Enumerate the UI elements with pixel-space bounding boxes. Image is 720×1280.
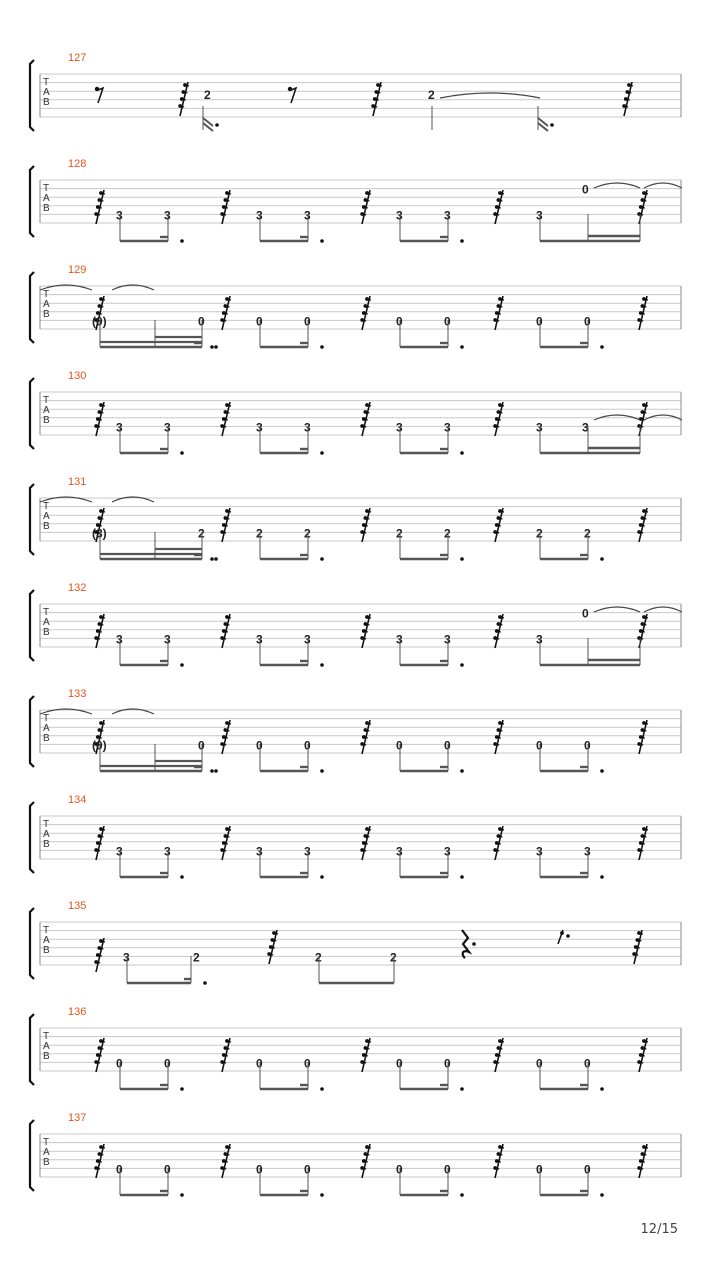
fret-number: 0 — [256, 314, 263, 329]
tab-clef-letter: B — [43, 839, 50, 850]
duration-dot — [472, 942, 476, 946]
tab-system — [30, 688, 681, 773]
sixteenth-rest-glyph — [493, 1038, 504, 1072]
tab-system — [30, 582, 682, 667]
fret-number: 2 — [584, 526, 591, 541]
tab-clef-letter: B — [43, 521, 50, 532]
tab-system — [30, 794, 681, 879]
duration-dot — [600, 875, 604, 879]
tie-arc — [594, 183, 640, 188]
measure-number: 134 — [68, 794, 87, 806]
tab-clef-letter: T — [43, 501, 50, 512]
fret-number: 3 — [256, 208, 263, 223]
measure-number: 133 — [68, 688, 87, 700]
tab-system — [30, 900, 681, 985]
duration-dot — [180, 875, 184, 879]
system-bracket — [30, 378, 34, 449]
sixteenth-rest-glyph — [220, 402, 231, 436]
fret-number: 0 — [444, 314, 451, 329]
fret-number: 2 — [198, 526, 205, 541]
sixteenth-rest-glyph — [360, 614, 371, 648]
sixteenth-rest-glyph — [220, 826, 231, 860]
fret-number: 0 — [536, 314, 543, 329]
duration-dot — [320, 345, 324, 349]
fret-number: 0 — [444, 1162, 451, 1177]
tab-system — [30, 1006, 681, 1091]
fret-number: 3 — [164, 208, 171, 223]
duration-dot — [600, 345, 604, 349]
sixteenth-rest-glyph — [267, 930, 278, 964]
fret-number: (3) — [92, 526, 107, 541]
sixteenth-rest-glyph — [360, 402, 371, 436]
measure-number: 130 — [68, 370, 87, 382]
measure-number: 127 — [68, 52, 87, 64]
duration-dot — [320, 557, 324, 561]
tab-clef-letter: A — [43, 193, 50, 204]
duration-dot — [180, 451, 184, 455]
sixteenth-rest-glyph — [360, 720, 371, 754]
measure-number: 132 — [68, 582, 87, 594]
system-bracket — [30, 484, 34, 555]
fret-number: 3 — [444, 632, 451, 647]
tab-clef-letter: T — [43, 819, 50, 830]
duration-dot — [320, 451, 324, 455]
tab-clef-letter: A — [43, 405, 50, 416]
system-bracket — [30, 802, 34, 873]
fret-number: 3 — [304, 844, 311, 859]
tab-clef-letter: T — [43, 77, 50, 88]
duration-dot — [214, 557, 218, 561]
fret-number: 0 — [584, 1056, 591, 1071]
duration-dot — [180, 663, 184, 667]
tab-clef-letter: A — [43, 723, 50, 734]
duration-dot — [600, 1193, 604, 1197]
tab-system — [30, 52, 681, 131]
sixteenth-rest-glyph — [94, 1144, 105, 1178]
duration-dot — [460, 875, 464, 879]
sixteenth-rest-glyph — [493, 1144, 504, 1178]
eighth-rest-glyph — [95, 87, 103, 103]
tab-clef-letter: B — [43, 309, 50, 320]
fret-number: 0 — [256, 1056, 263, 1071]
fret-number: 2 — [204, 88, 211, 102]
system-bracket — [30, 166, 34, 237]
fret-number: 3 — [444, 844, 451, 859]
duration-dot — [460, 1193, 464, 1197]
system-bracket — [30, 272, 34, 343]
fret-number: 0 — [304, 314, 311, 329]
fret-number: (0) — [92, 738, 107, 753]
measure-number: 137 — [68, 1112, 87, 1124]
measure-number: 128 — [68, 158, 87, 170]
fret-number: 0 — [584, 314, 591, 329]
duration-dot — [180, 1193, 184, 1197]
tab-clef-letter: A — [43, 1041, 50, 1052]
fret-number: 3 — [116, 420, 123, 435]
measure-number: 129 — [68, 264, 87, 276]
tab-clef-letter: T — [43, 1031, 50, 1042]
fret-number: 0 — [536, 738, 543, 753]
fret-number: 2 — [304, 526, 311, 541]
duration-dot — [566, 934, 570, 938]
duration-dot — [460, 345, 464, 349]
sixteenth-rest-glyph — [220, 1038, 231, 1072]
rest-stroke — [98, 88, 103, 103]
sixteenth-rest-glyph — [493, 826, 504, 860]
system-bracket — [30, 908, 34, 979]
sixteenth-rest-glyph — [94, 1038, 105, 1072]
tie-arc — [440, 93, 540, 98]
sixteenth-rest-glyph — [622, 82, 633, 116]
fret-number: 0 — [198, 314, 205, 329]
sixteenth-rest-glyph — [637, 720, 648, 754]
system-bracket — [30, 1014, 34, 1085]
fret-number: 3 — [304, 208, 311, 223]
sixteenth-rest-glyph — [94, 402, 105, 436]
fret-number: 0 — [304, 1162, 311, 1177]
fret-number: 2 — [536, 526, 543, 541]
fret-number: (0) — [92, 314, 107, 329]
sixteenth-rest-glyph — [637, 190, 648, 224]
sixteenth-rest-glyph — [94, 614, 105, 648]
tab-clef-letter: A — [43, 829, 50, 840]
fret-number: 3 — [536, 208, 543, 223]
fret-number: 0 — [396, 1056, 403, 1071]
fret-number: 0 — [256, 738, 263, 753]
duration-dot — [320, 769, 324, 773]
fret-number: 0 — [582, 182, 589, 197]
duration-dot — [320, 1087, 324, 1091]
fret-number: 0 — [116, 1162, 123, 1177]
fret-number: 0 — [164, 1056, 171, 1071]
system-bracket — [30, 696, 34, 767]
sixteenth-rest-glyph — [637, 614, 648, 648]
duration-dot — [600, 769, 604, 773]
fret-number: 0 — [304, 738, 311, 753]
tie-arc — [644, 607, 682, 612]
fret-number: 3 — [116, 844, 123, 859]
tab-clef-letter: A — [43, 1147, 50, 1158]
sixteenth-rest-glyph — [360, 1144, 371, 1178]
tab-clef-letter: A — [43, 617, 50, 628]
fret-number: 0 — [396, 314, 403, 329]
fret-number: 0 — [396, 738, 403, 753]
duration-dot — [460, 239, 464, 243]
sixteenth-rest-glyph — [178, 82, 189, 116]
sixteenth-rest-glyph — [632, 930, 643, 964]
sixteenth-rest-glyph — [493, 720, 504, 754]
sixteenth-rest-glyph — [360, 1038, 371, 1072]
sixteenth-rest-glyph — [94, 938, 105, 972]
tab-system — [30, 158, 682, 243]
duration-dot — [460, 451, 464, 455]
fret-number: 3 — [116, 208, 123, 223]
system-bracket — [30, 1120, 34, 1191]
fret-number: 3 — [256, 844, 263, 859]
fret-number: 3 — [582, 420, 589, 435]
measure-number: 131 — [68, 476, 87, 488]
fret-number: 2 — [390, 950, 397, 965]
tab-clef-letter: B — [43, 1157, 50, 1168]
fret-number: 2 — [444, 526, 451, 541]
fret-number: 0 — [582, 606, 589, 621]
sixteenth-rest-glyph — [637, 826, 648, 860]
fret-number: 2 — [396, 526, 403, 541]
duration-dot — [320, 663, 324, 667]
rest-stroke — [291, 88, 296, 103]
fret-number: 3 — [444, 420, 451, 435]
fret-number: 3 — [164, 420, 171, 435]
sixteenth-rest-glyph — [493, 190, 504, 224]
duration-dot — [210, 769, 214, 773]
fret-number: 3 — [536, 632, 543, 647]
sixteenth-rest-glyph — [220, 614, 231, 648]
fret-number: 3 — [396, 208, 403, 223]
duration-dot — [320, 1193, 324, 1197]
tab-clef-letter: T — [43, 395, 50, 406]
tab-clef-letter: T — [43, 183, 50, 194]
duration-dot — [460, 769, 464, 773]
tab-system — [30, 264, 681, 349]
duration-dot — [215, 123, 219, 127]
tab-clef-letter: T — [43, 289, 50, 300]
tab-clef-letter: A — [43, 299, 50, 310]
sixteenth-rest-glyph — [637, 508, 648, 542]
fret-number: 0 — [304, 1056, 311, 1071]
tab-clef-letter: T — [43, 925, 50, 936]
tab-clef-letter: A — [43, 511, 50, 522]
duration-dot — [320, 875, 324, 879]
tab-clef-letter: T — [43, 713, 50, 724]
sixteenth-rest-glyph — [371, 82, 382, 116]
tab-clef-letter: B — [43, 945, 50, 956]
duration-dot — [203, 981, 207, 985]
fret-number: 2 — [256, 526, 263, 541]
measure-number: 135 — [68, 900, 87, 912]
system-bracket — [30, 590, 34, 661]
sixteenth-rest-glyph — [637, 1038, 648, 1072]
fret-number: 3 — [536, 844, 543, 859]
sixteenth-rest-glyph — [360, 296, 371, 330]
sixteenth-rest-glyph — [94, 826, 105, 860]
fret-number: 2 — [428, 88, 435, 102]
sixteenth-rest-glyph — [220, 1144, 231, 1178]
tab-clef-letter: A — [43, 935, 50, 946]
measure-number: 136 — [68, 1006, 87, 1018]
sixteenth-rest-glyph — [360, 826, 371, 860]
fret-number: 3 — [256, 420, 263, 435]
fret-number: 0 — [584, 738, 591, 753]
tie-arc — [644, 183, 682, 188]
sixteenth-rest-glyph — [220, 190, 231, 224]
tab-clef-letter: T — [43, 1137, 50, 1148]
sixteenth-rest-glyph — [360, 190, 371, 224]
tab-system — [30, 1112, 681, 1197]
sixteenth-rest-glyph — [94, 190, 105, 224]
duration-dot — [180, 1087, 184, 1091]
sixteenth-rest-glyph — [493, 296, 504, 330]
sixteenth-rest-glyph — [493, 614, 504, 648]
duration-dot — [600, 557, 604, 561]
fret-number: 3 — [304, 632, 311, 647]
fret-number: 0 — [198, 738, 205, 753]
tab-clef-letter: A — [43, 87, 50, 98]
fret-number: 3 — [396, 420, 403, 435]
eighth-rest-glyph — [288, 87, 296, 103]
duration-dot — [460, 663, 464, 667]
duration-dot — [550, 123, 554, 127]
duration-dot — [210, 345, 214, 349]
fret-number: 0 — [536, 1162, 543, 1177]
fret-number: 2 — [315, 950, 322, 965]
tab-clef-letter: B — [43, 203, 50, 214]
fret-number: 3 — [536, 420, 543, 435]
duration-dot — [320, 239, 324, 243]
duration-dot — [460, 557, 464, 561]
duration-dot — [460, 1087, 464, 1091]
fret-number: 0 — [536, 1056, 543, 1071]
fret-number: 3 — [123, 950, 130, 965]
page-number: 12/15 — [640, 1222, 678, 1237]
duration-dot — [600, 1087, 604, 1091]
tab-clef-letter: B — [43, 1051, 50, 1062]
tab-clef-letter: B — [43, 97, 50, 108]
sixteenth-rest-glyph — [220, 508, 231, 542]
sixteenth-rest-glyph — [220, 720, 231, 754]
fret-number: 0 — [444, 738, 451, 753]
fret-number: 0 — [164, 1162, 171, 1177]
fret-number: 0 — [444, 1056, 451, 1071]
tab-clef-letter: T — [43, 607, 50, 618]
sixteenth-rest-glyph — [220, 296, 231, 330]
fret-number: 3 — [116, 632, 123, 647]
rest-dot — [560, 931, 564, 935]
fret-number: 3 — [164, 844, 171, 859]
fret-number: 3 — [396, 844, 403, 859]
tie-arc — [594, 607, 640, 612]
fret-number: 2 — [193, 950, 200, 965]
fret-number: 0 — [116, 1056, 123, 1071]
sixteenth-rest-glyph — [493, 508, 504, 542]
tab-clef-letter: B — [43, 627, 50, 638]
fret-number: 3 — [396, 632, 403, 647]
tab-clef-letter: B — [43, 733, 50, 744]
fret-number: 3 — [164, 632, 171, 647]
fret-number: 3 — [444, 208, 451, 223]
sixteenth-rest-glyph — [360, 508, 371, 542]
fret-number: 3 — [584, 844, 591, 859]
sixteenth-rest-glyph — [493, 402, 504, 436]
fret-number: 0 — [396, 1162, 403, 1177]
fret-number: 3 — [304, 420, 311, 435]
sixteenth-rest-glyph — [637, 296, 648, 330]
fret-number: 0 — [584, 1162, 591, 1177]
tab-clef-letter: B — [43, 415, 50, 426]
sixteenth-rest-glyph — [637, 1144, 648, 1178]
quarter-rest — [462, 930, 469, 958]
duration-dot — [210, 557, 214, 561]
tab-system — [30, 370, 682, 455]
duration-dot — [214, 345, 218, 349]
duration-dot — [180, 239, 184, 243]
tab-system — [30, 476, 681, 561]
fret-number: 3 — [256, 632, 263, 647]
duration-dot — [214, 769, 218, 773]
fret-number: 0 — [256, 1162, 263, 1177]
system-bracket — [30, 60, 34, 131]
